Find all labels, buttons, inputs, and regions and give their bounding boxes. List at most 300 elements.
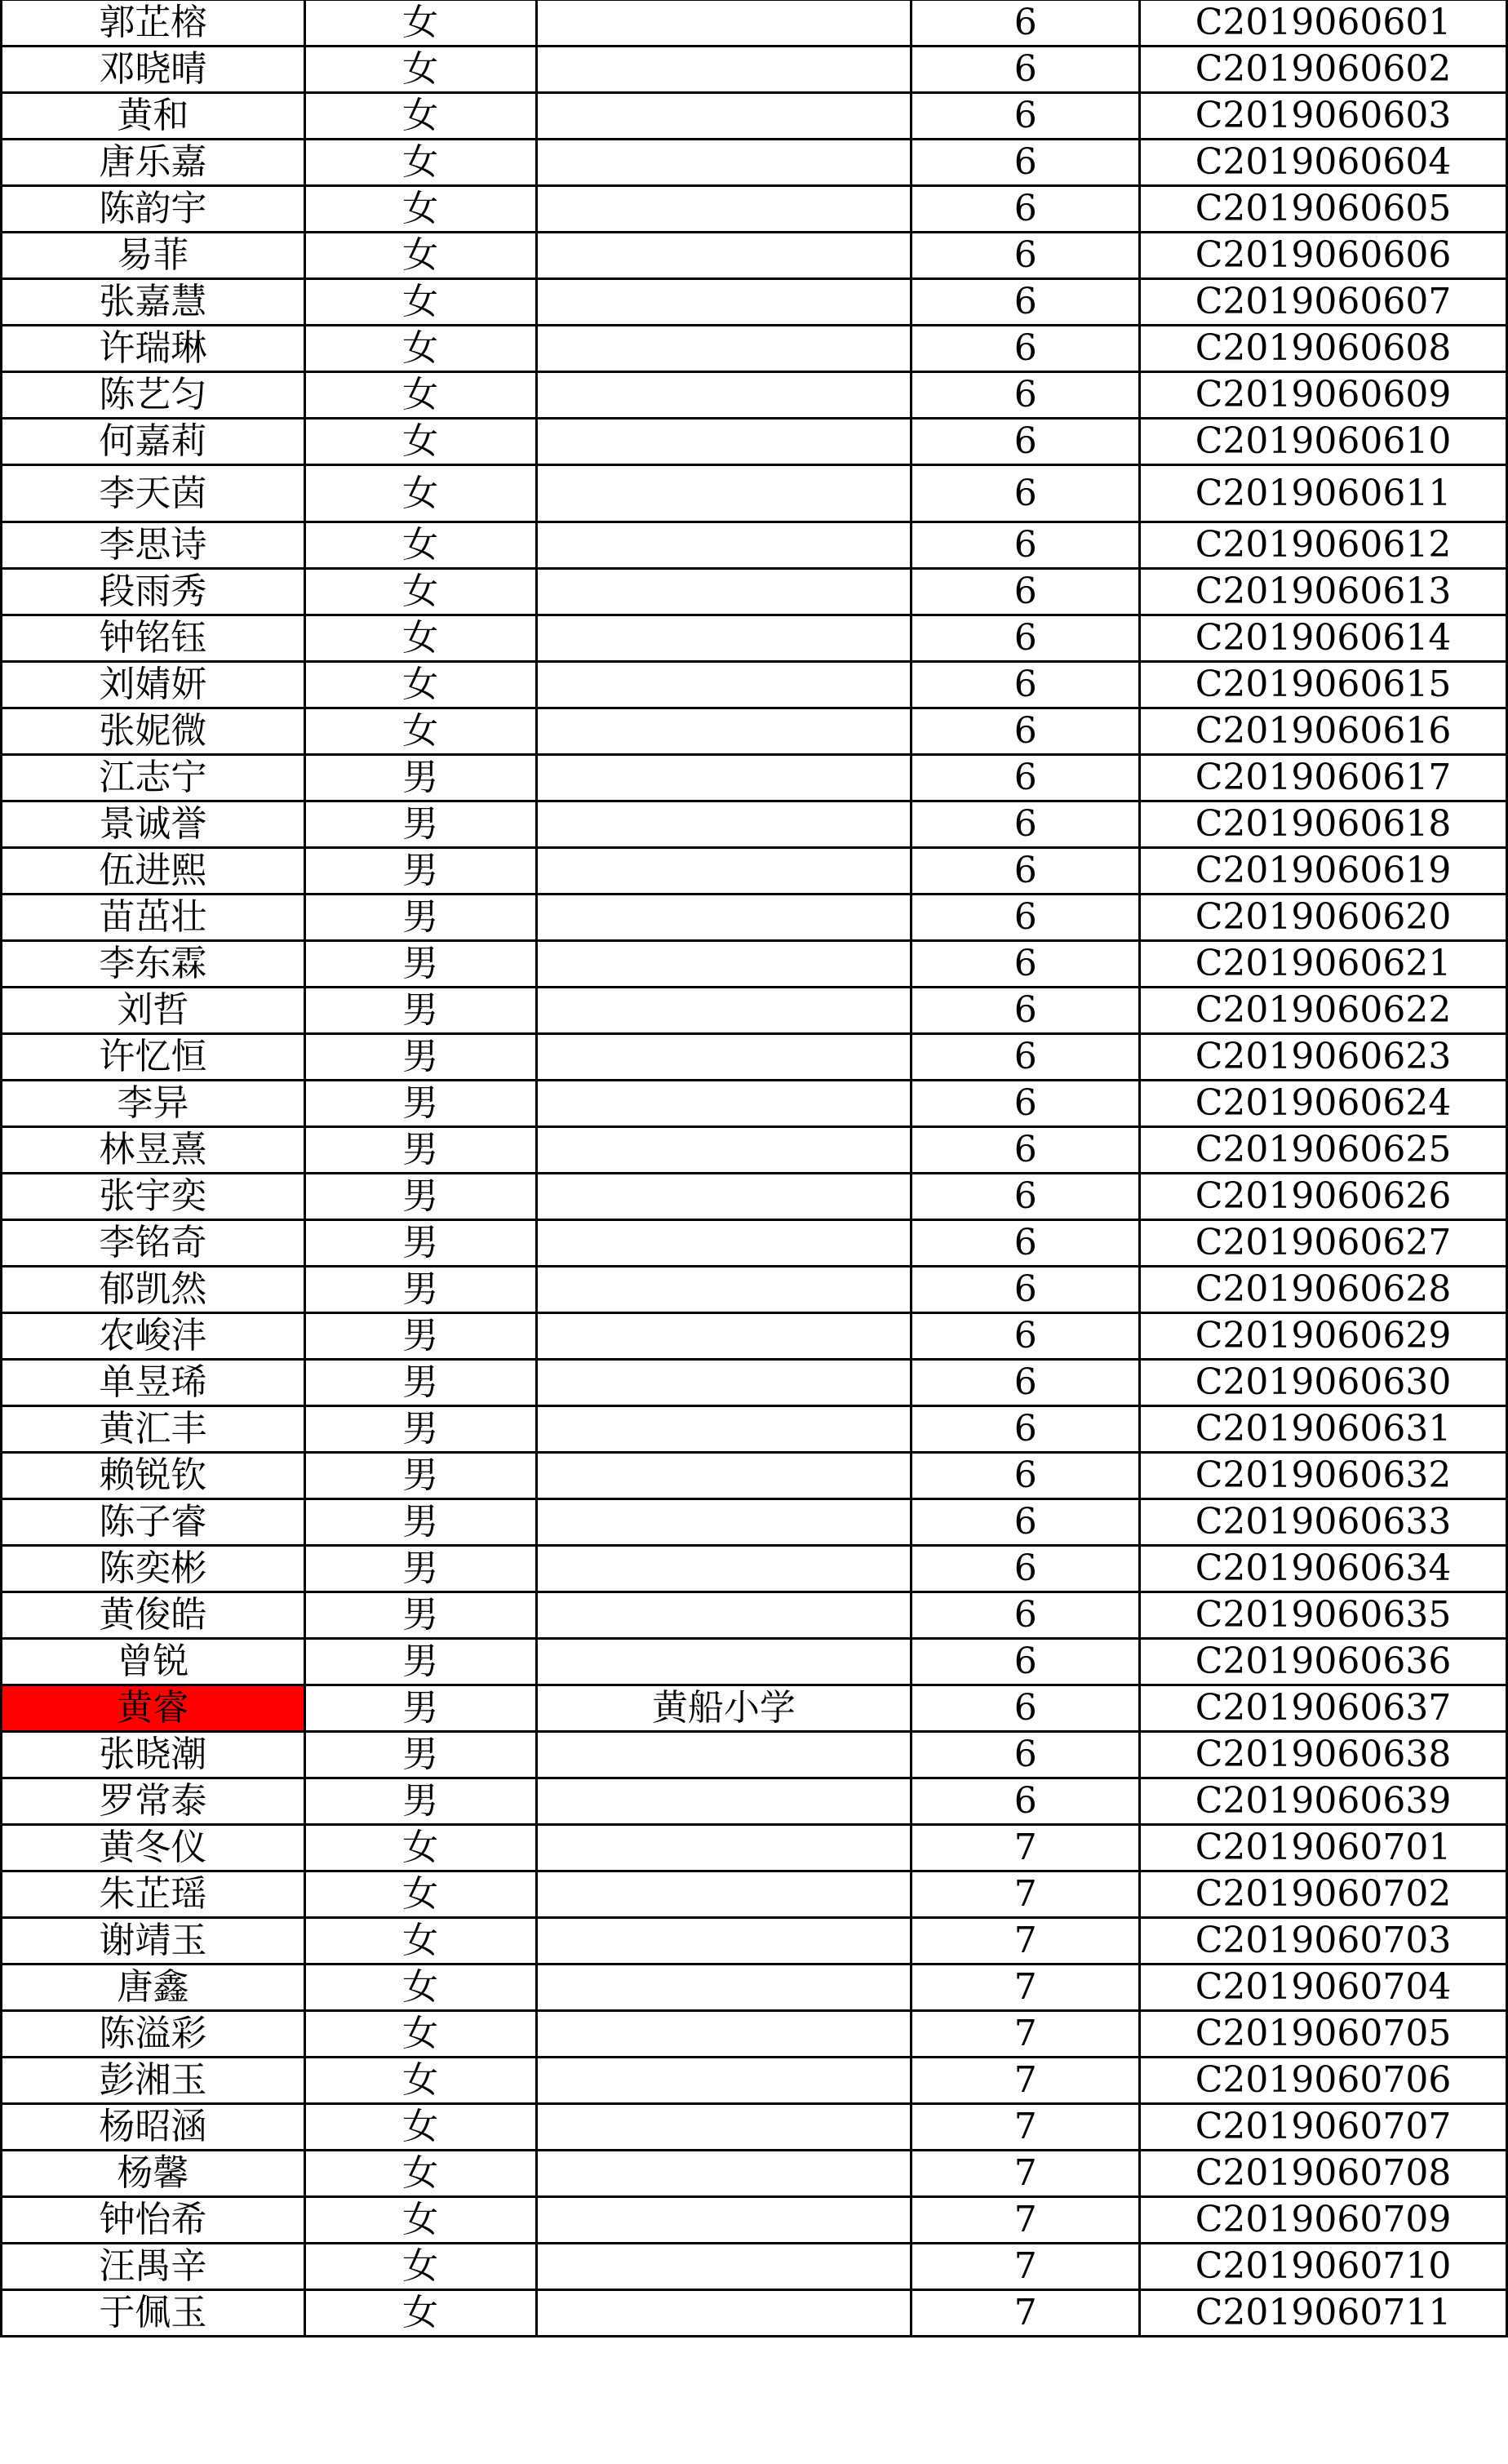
school-cell[interactable] bbox=[536, 326, 911, 372]
school-cell[interactable] bbox=[536, 1778, 911, 1825]
school-cell[interactable] bbox=[536, 2058, 911, 2104]
student-id-cell[interactable]: C2019060634 bbox=[1140, 1546, 1507, 1592]
gender-cell[interactable]: 男 bbox=[304, 1499, 536, 1546]
grade-cell[interactable]: 6 bbox=[911, 662, 1140, 708]
gender-cell[interactable]: 女 bbox=[304, 326, 536, 372]
student-id-cell[interactable]: C2019060625 bbox=[1140, 1127, 1507, 1174]
name-cell[interactable]: 张嘉慧 bbox=[2, 279, 305, 326]
school-cell[interactable] bbox=[536, 140, 911, 186]
school-cell[interactable] bbox=[536, 988, 911, 1034]
name-cell[interactable]: 许忆恒 bbox=[2, 1034, 305, 1081]
name-cell[interactable]: 唐乐嘉 bbox=[2, 140, 305, 186]
gender-cell[interactable]: 男 bbox=[304, 1034, 536, 1081]
table-row bbox=[2, 1965, 1507, 2011]
school-cell[interactable] bbox=[536, 895, 911, 941]
name-cell[interactable]: 江志宁 bbox=[2, 755, 305, 801]
grade-cell[interactable]: 6 bbox=[911, 1546, 1140, 1592]
school-cell[interactable] bbox=[536, 465, 911, 522]
name-cell[interactable]: 李天茵 bbox=[2, 465, 305, 522]
gender-cell[interactable]: 男 bbox=[304, 941, 536, 988]
table-row bbox=[2, 895, 1507, 941]
table-row bbox=[2, 1592, 1507, 1639]
school-cell[interactable] bbox=[536, 419, 911, 465]
student-id-cell[interactable]: C2019060704 bbox=[1140, 1965, 1507, 2011]
grade-cell[interactable]: 6 bbox=[911, 1034, 1140, 1081]
student-id-cell[interactable]: C2019060630 bbox=[1140, 1360, 1507, 1406]
grade-cell[interactable]: 7 bbox=[911, 2290, 1140, 2337]
school-cell[interactable] bbox=[536, 2244, 911, 2290]
grade-cell[interactable]: 6 bbox=[911, 1453, 1140, 1499]
grade-cell[interactable]: 6 bbox=[911, 1406, 1140, 1453]
name-cell[interactable]: 张晓潮 bbox=[2, 1732, 305, 1778]
name-cell[interactable]: 汪禺辛 bbox=[2, 2244, 305, 2290]
school-cell[interactable] bbox=[536, 1081, 911, 1127]
table-row bbox=[2, 1871, 1507, 1918]
table-row bbox=[2, 1499, 1507, 1546]
school-cell[interactable] bbox=[536, 93, 911, 140]
school-cell[interactable] bbox=[536, 1592, 911, 1639]
name-cell[interactable]: 唐鑫 bbox=[2, 1965, 305, 2011]
gender-cell[interactable]: 男 bbox=[304, 1685, 536, 1732]
school-cell[interactable] bbox=[536, 2011, 911, 2058]
table-row bbox=[2, 233, 1507, 279]
student-id-cell[interactable]: C2019060631 bbox=[1140, 1406, 1507, 1453]
name-cell[interactable]: 段雨秀 bbox=[2, 569, 305, 615]
table-row bbox=[2, 1267, 1507, 1313]
gender-cell[interactable]: 女 bbox=[304, 2058, 536, 2104]
gender-cell[interactable]: 女 bbox=[304, 1871, 536, 1918]
gender-cell[interactable]: 女 bbox=[304, 93, 536, 140]
student-id-cell[interactable]: C2019060609 bbox=[1140, 372, 1507, 419]
table-row bbox=[2, 708, 1507, 755]
name-cell[interactable]: 李思诗 bbox=[2, 522, 305, 569]
gender-cell[interactable]: 女 bbox=[304, 2197, 536, 2244]
school-cell[interactable] bbox=[536, 1453, 911, 1499]
grade-cell[interactable]: 6 bbox=[911, 801, 1140, 848]
student-id-cell[interactable]: C2019060620 bbox=[1140, 895, 1507, 941]
gender-cell[interactable]: 男 bbox=[304, 988, 536, 1034]
table-row bbox=[2, 848, 1507, 895]
gender-cell[interactable]: 女 bbox=[304, 2104, 536, 2151]
grade-cell[interactable]: 7 bbox=[911, 2244, 1140, 2290]
school-cell[interactable] bbox=[536, 1127, 911, 1174]
student-id-cell[interactable]: C2019060604 bbox=[1140, 140, 1507, 186]
school-cell[interactable] bbox=[536, 801, 911, 848]
gender-cell[interactable]: 女 bbox=[304, 140, 536, 186]
grade-cell[interactable]: 6 bbox=[911, 755, 1140, 801]
school-cell[interactable] bbox=[536, 47, 911, 93]
student-id-cell[interactable]: C2019060619 bbox=[1140, 848, 1507, 895]
gender-cell[interactable]: 男 bbox=[304, 1313, 536, 1360]
name-cell[interactable]: 苗茁壮 bbox=[2, 895, 305, 941]
student-id-cell[interactable]: C2019060613 bbox=[1140, 569, 1507, 615]
school-cell[interactable] bbox=[536, 1406, 911, 1453]
student-id-cell[interactable]: C2019060638 bbox=[1140, 1732, 1507, 1778]
student-id-cell[interactable]: C2019060710 bbox=[1140, 2244, 1507, 2290]
table-row bbox=[2, 1406, 1507, 1453]
student-id-cell[interactable]: C2019060637 bbox=[1140, 1685, 1507, 1732]
name-cell[interactable]: 谢靖玉 bbox=[2, 1918, 305, 1965]
student-id-cell[interactable]: C2019060602 bbox=[1140, 47, 1507, 93]
gender-cell[interactable]: 男 bbox=[304, 848, 536, 895]
grade-cell[interactable]: 6 bbox=[911, 615, 1140, 662]
name-cell[interactable]: 陈溢彩 bbox=[2, 2011, 305, 2058]
school-cell[interactable] bbox=[536, 755, 911, 801]
school-cell[interactable] bbox=[536, 1871, 911, 1918]
name-cell[interactable]: 刘婧妍 bbox=[2, 662, 305, 708]
grade-cell[interactable]: 6 bbox=[911, 988, 1140, 1034]
gender-cell[interactable]: 女 bbox=[304, 2151, 536, 2197]
school-cell[interactable] bbox=[536, 1360, 911, 1406]
name-cell[interactable]: 单昱琋 bbox=[2, 1360, 305, 1406]
table-row bbox=[2, 2197, 1507, 2244]
name-cell[interactable]: 景诚誉 bbox=[2, 801, 305, 848]
table-row bbox=[2, 419, 1507, 465]
table-row bbox=[2, 279, 1507, 326]
table-row bbox=[2, 2290, 1507, 2337]
table-row bbox=[2, 465, 1507, 522]
student-id-cell[interactable]: C2019060628 bbox=[1140, 1267, 1507, 1313]
table-row bbox=[2, 1313, 1507, 1360]
table-row bbox=[2, 2244, 1507, 2290]
gender-cell[interactable]: 女 bbox=[304, 1825, 536, 1871]
school-cell[interactable] bbox=[536, 1220, 911, 1267]
grade-cell[interactable]: 6 bbox=[911, 1732, 1140, 1778]
gender-cell[interactable]: 女 bbox=[304, 465, 536, 522]
gender-cell[interactable]: 男 bbox=[304, 1081, 536, 1127]
gender-cell[interactable]: 女 bbox=[304, 2290, 536, 2337]
gender-cell[interactable]: 女 bbox=[304, 1965, 536, 2011]
name-cell[interactable]: 陈奕彬 bbox=[2, 1546, 305, 1592]
student-id-cell[interactable]: C2019060612 bbox=[1140, 522, 1507, 569]
school-cell[interactable] bbox=[536, 1267, 911, 1313]
table-row bbox=[2, 2058, 1507, 2104]
school-cell[interactable] bbox=[536, 2290, 911, 2337]
student-id-cell[interactable]: C2019060622 bbox=[1140, 988, 1507, 1034]
grade-cell[interactable]: 6 bbox=[911, 708, 1140, 755]
grade-cell[interactable]: 7 bbox=[911, 2058, 1140, 2104]
grade-cell[interactable]: 6 bbox=[911, 0, 1140, 47]
grade-cell[interactable]: 6 bbox=[911, 233, 1140, 279]
table-row bbox=[2, 1360, 1507, 1406]
school-cell[interactable] bbox=[536, 1825, 911, 1871]
student-id-cell[interactable]: C2019060608 bbox=[1140, 326, 1507, 372]
school-cell[interactable] bbox=[536, 1499, 911, 1546]
gender-cell[interactable]: 男 bbox=[304, 1732, 536, 1778]
gender-cell[interactable]: 女 bbox=[304, 233, 536, 279]
school-cell[interactable] bbox=[536, 1034, 911, 1081]
gender-cell[interactable]: 男 bbox=[304, 1639, 536, 1685]
table-row bbox=[2, 569, 1507, 615]
grade-cell[interactable]: 6 bbox=[911, 569, 1140, 615]
grade-cell[interactable]: 6 bbox=[911, 848, 1140, 895]
gender-cell[interactable]: 男 bbox=[304, 1592, 536, 1639]
grade-cell[interactable]: 7 bbox=[911, 1965, 1140, 2011]
grade-cell[interactable]: 7 bbox=[911, 2104, 1140, 2151]
table-row bbox=[2, 2011, 1507, 2058]
grade-cell[interactable]: 6 bbox=[911, 1081, 1140, 1127]
table-body bbox=[2, 0, 1507, 2337]
gender-cell[interactable]: 女 bbox=[304, 569, 536, 615]
grade-cell[interactable]: 7 bbox=[911, 2151, 1140, 2197]
name-cell[interactable]: 李异 bbox=[2, 1081, 305, 1127]
gender-cell[interactable]: 男 bbox=[304, 1453, 536, 1499]
table-row bbox=[2, 1778, 1507, 1825]
name-cell[interactable]: 张宇奕 bbox=[2, 1174, 305, 1220]
grade-cell[interactable]: 6 bbox=[911, 1220, 1140, 1267]
table-row bbox=[2, 522, 1507, 569]
gender-cell[interactable]: 男 bbox=[304, 1546, 536, 1592]
gender-cell[interactable]: 女 bbox=[304, 0, 536, 47]
grade-cell[interactable]: 6 bbox=[911, 1499, 1140, 1546]
name-cell[interactable]: 伍进熙 bbox=[2, 848, 305, 895]
name-cell[interactable]: 刘哲 bbox=[2, 988, 305, 1034]
name-cell[interactable]: 李东霖 bbox=[2, 941, 305, 988]
grade-cell[interactable]: 6 bbox=[911, 93, 1140, 140]
name-cell[interactable]: 杨馨 bbox=[2, 2151, 305, 2197]
name-cell[interactable]: 易菲 bbox=[2, 233, 305, 279]
name-cell[interactable]: 朱芷瑶 bbox=[2, 1871, 305, 1918]
gender-cell[interactable]: 男 bbox=[304, 1267, 536, 1313]
grade-cell[interactable]: 6 bbox=[911, 941, 1140, 988]
name-cell[interactable]: 许瑞琳 bbox=[2, 326, 305, 372]
grade-cell[interactable]: 7 bbox=[911, 1918, 1140, 1965]
gender-cell[interactable]: 男 bbox=[304, 1127, 536, 1174]
gender-cell[interactable]: 男 bbox=[304, 1220, 536, 1267]
school-cell[interactable] bbox=[536, 569, 911, 615]
student-id-cell[interactable]: C2019060705 bbox=[1140, 2011, 1507, 2058]
table-row bbox=[2, 1639, 1507, 1685]
gender-cell[interactable]: 男 bbox=[304, 801, 536, 848]
gender-cell[interactable]: 女 bbox=[304, 279, 536, 326]
student-id-cell[interactable]: C2019060636 bbox=[1140, 1639, 1507, 1685]
name-cell[interactable]: 郁凯然 bbox=[2, 1267, 305, 1313]
grade-cell[interactable]: 6 bbox=[911, 1360, 1140, 1406]
table-row bbox=[2, 2151, 1507, 2197]
grade-cell[interactable]: 6 bbox=[911, 465, 1140, 522]
name-cell[interactable]: 郭芷榕 bbox=[2, 0, 305, 47]
table-row bbox=[2, 1918, 1507, 1965]
school-cell[interactable] bbox=[536, 848, 911, 895]
name-cell[interactable]: 黄和 bbox=[2, 93, 305, 140]
student-id-cell[interactable]: C2019060616 bbox=[1140, 708, 1507, 755]
grade-cell[interactable]: 6 bbox=[911, 372, 1140, 419]
grade-cell[interactable]: 6 bbox=[911, 1685, 1140, 1732]
name-cell[interactable]: 何嘉莉 bbox=[2, 419, 305, 465]
table-row bbox=[2, 1034, 1507, 1081]
student-id-cell[interactable]: C2019060709 bbox=[1140, 2197, 1507, 2244]
gender-cell[interactable]: 女 bbox=[304, 186, 536, 233]
table-row bbox=[2, 755, 1507, 801]
school-cell[interactable] bbox=[536, 372, 911, 419]
student-id-cell[interactable]: C2019060605 bbox=[1140, 186, 1507, 233]
student-id-cell[interactable]: C2019060633 bbox=[1140, 1499, 1507, 1546]
name-cell[interactable]: 邓晓晴 bbox=[2, 47, 305, 93]
table-row bbox=[2, 662, 1507, 708]
grade-cell[interactable]: 6 bbox=[911, 1778, 1140, 1825]
school-cell[interactable] bbox=[536, 941, 911, 988]
grade-cell[interactable]: 6 bbox=[911, 895, 1140, 941]
name-cell[interactable]: 陈艺匀 bbox=[2, 372, 305, 419]
student-id-cell[interactable]: C2019060614 bbox=[1140, 615, 1507, 662]
name-cell[interactable]: 黄汇丰 bbox=[2, 1406, 305, 1453]
school-cell[interactable] bbox=[536, 186, 911, 233]
grade-cell[interactable]: 6 bbox=[911, 140, 1140, 186]
gender-cell[interactable]: 女 bbox=[304, 708, 536, 755]
table-row bbox=[2, 186, 1507, 233]
student-id-cell[interactable]: C2019060606 bbox=[1140, 233, 1507, 279]
table-row bbox=[2, 1220, 1507, 1267]
school-cell[interactable] bbox=[536, 662, 911, 708]
table-row bbox=[2, 801, 1507, 848]
student-id-cell[interactable]: C2019060635 bbox=[1140, 1592, 1507, 1639]
school-cell[interactable] bbox=[536, 2151, 911, 2197]
name-cell[interactable]: 钟怡希 bbox=[2, 2197, 305, 2244]
gender-cell[interactable]: 女 bbox=[304, 2011, 536, 2058]
name-cell[interactable]: 赖锐钦 bbox=[2, 1453, 305, 1499]
name-cell[interactable]: 陈韵宇 bbox=[2, 186, 305, 233]
school-cell[interactable] bbox=[536, 1546, 911, 1592]
table-row bbox=[2, 47, 1507, 93]
table-row bbox=[2, 1127, 1507, 1174]
school-cell[interactable] bbox=[536, 1965, 911, 2011]
student-id-cell[interactable]: C2019060610 bbox=[1140, 419, 1507, 465]
student-id-cell[interactable]: C2019060632 bbox=[1140, 1453, 1507, 1499]
name-cell[interactable]: 黄冬仪 bbox=[2, 1825, 305, 1871]
student-id-cell[interactable]: C2019060623 bbox=[1140, 1034, 1507, 1081]
student-id-cell[interactable]: C2019060611 bbox=[1140, 465, 1507, 522]
table-row bbox=[2, 372, 1507, 419]
student-id-cell[interactable]: C2019060621 bbox=[1140, 941, 1507, 988]
school-cell[interactable] bbox=[536, 708, 911, 755]
gender-cell[interactable]: 男 bbox=[304, 1778, 536, 1825]
school-cell[interactable] bbox=[536, 522, 911, 569]
grade-cell[interactable]: 7 bbox=[911, 1871, 1140, 1918]
name-cell[interactable]: 钟铭钰 bbox=[2, 615, 305, 662]
name-cell[interactable]: 林昱熹 bbox=[2, 1127, 305, 1174]
grade-cell[interactable]: 6 bbox=[911, 1313, 1140, 1360]
school-cell[interactable] bbox=[536, 2104, 911, 2151]
gender-cell[interactable]: 女 bbox=[304, 372, 536, 419]
table-row bbox=[2, 2104, 1507, 2151]
student-id-cell[interactable]: C2019060607 bbox=[1140, 279, 1507, 326]
table-row bbox=[2, 1546, 1507, 1592]
name-cell[interactable]: 李铭奇 bbox=[2, 1220, 305, 1267]
table-row bbox=[2, 93, 1507, 140]
name-cell[interactable]: 罗常泰 bbox=[2, 1778, 305, 1825]
student-id-cell[interactable]: C2019060701 bbox=[1140, 1825, 1507, 1871]
table-row bbox=[2, 1825, 1507, 1871]
table-row bbox=[2, 0, 1507, 47]
gender-cell[interactable]: 女 bbox=[304, 662, 536, 708]
table-row bbox=[2, 1732, 1507, 1778]
student-id-cell[interactable]: C2019060629 bbox=[1140, 1313, 1507, 1360]
name-cell[interactable]: 农峻沣 bbox=[2, 1313, 305, 1360]
grade-cell[interactable]: 6 bbox=[911, 522, 1140, 569]
name-cell[interactable]: 张妮微 bbox=[2, 708, 305, 755]
grade-cell[interactable]: 6 bbox=[911, 326, 1140, 372]
table-row bbox=[2, 1081, 1507, 1127]
gender-cell[interactable]: 男 bbox=[304, 1174, 536, 1220]
student-id-cell[interactable]: C2019060618 bbox=[1140, 801, 1507, 848]
student-id-cell[interactable]: C2019060708 bbox=[1140, 2151, 1507, 2197]
school-cell[interactable]: 黄船小学 bbox=[536, 1685, 911, 1732]
name-cell[interactable]: 黄睿 bbox=[2, 1685, 305, 1732]
student-id-cell[interactable]: C2019060617 bbox=[1140, 755, 1507, 801]
grade-cell[interactable]: 6 bbox=[911, 1174, 1140, 1220]
school-cell[interactable] bbox=[536, 233, 911, 279]
grade-cell[interactable]: 6 bbox=[911, 186, 1140, 233]
gender-cell[interactable]: 女 bbox=[304, 522, 536, 569]
school-cell[interactable] bbox=[536, 2197, 911, 2244]
student-id-cell[interactable]: C2019060639 bbox=[1140, 1778, 1507, 1825]
grade-cell[interactable]: 6 bbox=[911, 279, 1140, 326]
grade-cell[interactable]: 6 bbox=[911, 1639, 1140, 1685]
gender-cell[interactable]: 女 bbox=[304, 1918, 536, 1965]
student-id-cell[interactable]: C2019060702 bbox=[1140, 1871, 1507, 1918]
name-cell[interactable]: 黄俊皓 bbox=[2, 1592, 305, 1639]
grade-cell[interactable]: 7 bbox=[911, 1825, 1140, 1871]
gender-cell[interactable]: 女 bbox=[304, 419, 536, 465]
gender-cell[interactable]: 男 bbox=[304, 895, 536, 941]
name-cell[interactable]: 曾锐 bbox=[2, 1639, 305, 1685]
grade-cell[interactable]: 6 bbox=[911, 1267, 1140, 1313]
table-row bbox=[2, 941, 1507, 988]
grade-cell[interactable]: 6 bbox=[911, 419, 1140, 465]
student-id-cell[interactable]: C2019060615 bbox=[1140, 662, 1507, 708]
gender-cell[interactable]: 男 bbox=[304, 1406, 536, 1453]
gender-cell[interactable]: 男 bbox=[304, 1360, 536, 1406]
student-id-cell[interactable]: C2019060711 bbox=[1140, 2290, 1507, 2337]
student-id-cell[interactable]: C2019060603 bbox=[1140, 93, 1507, 140]
student-id-cell[interactable]: C2019060627 bbox=[1140, 1220, 1507, 1267]
grade-cell[interactable]: 6 bbox=[911, 1592, 1140, 1639]
name-cell[interactable]: 于佩玉 bbox=[2, 2290, 305, 2337]
school-cell[interactable] bbox=[536, 1174, 911, 1220]
grade-cell[interactable]: 6 bbox=[911, 1127, 1140, 1174]
school-cell[interactable] bbox=[536, 1313, 911, 1360]
gender-cell[interactable]: 男 bbox=[304, 755, 536, 801]
school-cell[interactable] bbox=[536, 0, 911, 47]
name-cell[interactable]: 陈子睿 bbox=[2, 1499, 305, 1546]
student-id-cell[interactable]: C2019060706 bbox=[1140, 2058, 1507, 2104]
school-cell[interactable] bbox=[536, 1732, 911, 1778]
grade-cell[interactable]: 6 bbox=[911, 47, 1140, 93]
table-row bbox=[2, 326, 1507, 372]
gender-cell[interactable]: 女 bbox=[304, 2244, 536, 2290]
name-cell[interactable]: 杨昭涵 bbox=[2, 2104, 305, 2151]
table-row bbox=[2, 1453, 1507, 1499]
school-cell[interactable] bbox=[536, 279, 911, 326]
gender-cell[interactable]: 女 bbox=[304, 47, 536, 93]
student-id-cell[interactable]: C2019060601 bbox=[1140, 0, 1507, 47]
table-row bbox=[2, 1174, 1507, 1220]
name-cell[interactable]: 彭湘玉 bbox=[2, 2058, 305, 2104]
school-cell[interactable] bbox=[536, 1639, 911, 1685]
student-id-cell[interactable]: C2019060626 bbox=[1140, 1174, 1507, 1220]
table-row bbox=[2, 615, 1507, 662]
student-id-cell[interactable]: C2019060707 bbox=[1140, 2104, 1507, 2151]
table-row bbox=[2, 1685, 1507, 1732]
school-cell[interactable] bbox=[536, 1918, 911, 1965]
student-id-cell[interactable]: C2019060703 bbox=[1140, 1918, 1507, 1965]
gender-cell[interactable]: 女 bbox=[304, 615, 536, 662]
student-id-cell[interactable]: C2019060624 bbox=[1140, 1081, 1507, 1127]
school-cell[interactable] bbox=[536, 615, 911, 662]
table-row bbox=[2, 988, 1507, 1034]
grade-cell[interactable]: 7 bbox=[911, 2011, 1140, 2058]
grade-cell[interactable]: 7 bbox=[911, 2197, 1140, 2244]
